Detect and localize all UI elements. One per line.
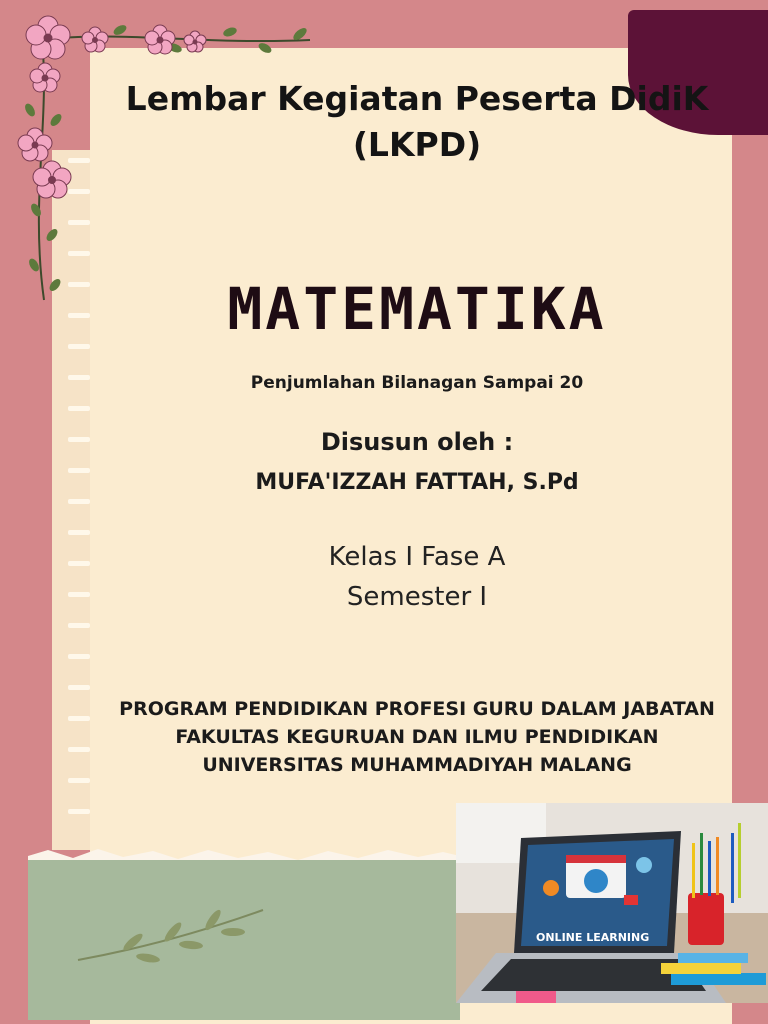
- ruler-tick: [68, 809, 90, 814]
- ruler-tick: [68, 344, 90, 349]
- ruler-tick: [68, 406, 90, 411]
- ruler-tick: [68, 499, 90, 504]
- institution-info: [87, 695, 747, 779]
- topic-subtitle: Penjumlahan Bilanagan Sampai 20: [250, 373, 584, 393]
- leaf-sprig-icon: [73, 900, 273, 980]
- subject-title: MATEMATIKA: [227, 275, 607, 343]
- ruler-tick: [68, 530, 90, 535]
- online-learning-photo: [456, 803, 768, 1003]
- document-title: [87, 76, 747, 168]
- green-paper-patch: [28, 860, 460, 1020]
- semester: Semester I: [346, 582, 488, 612]
- institution-line-2: FAKULTAS KEGURUAN DAN ILMU PENDIDIKAN: [175, 726, 659, 748]
- ruler-tick: [68, 685, 90, 690]
- ruler-tick: [68, 654, 90, 659]
- institution-line-1: PROGRAM PENDIDIKAN PROFESI GURU DALAM JABATAN: [119, 698, 715, 720]
- author-name: MUFA'IZZAH FATTAH, S.Pd: [255, 470, 579, 495]
- ruler-tick: [68, 623, 90, 628]
- class-info: [87, 537, 747, 617]
- title-line-1: Lembar Kegiatan Peserta DidiK: [125, 79, 709, 118]
- institution-line-3: UNIVERSITAS MUHAMMADIYAH MALANG: [202, 754, 632, 776]
- title-line-2: (LKPD): [352, 125, 482, 164]
- photo-screen-text: ONLINE LEARNING: [536, 931, 650, 944]
- class-level: Kelas I Fase A: [328, 542, 506, 572]
- author-label: Disusun oleh :: [320, 428, 514, 456]
